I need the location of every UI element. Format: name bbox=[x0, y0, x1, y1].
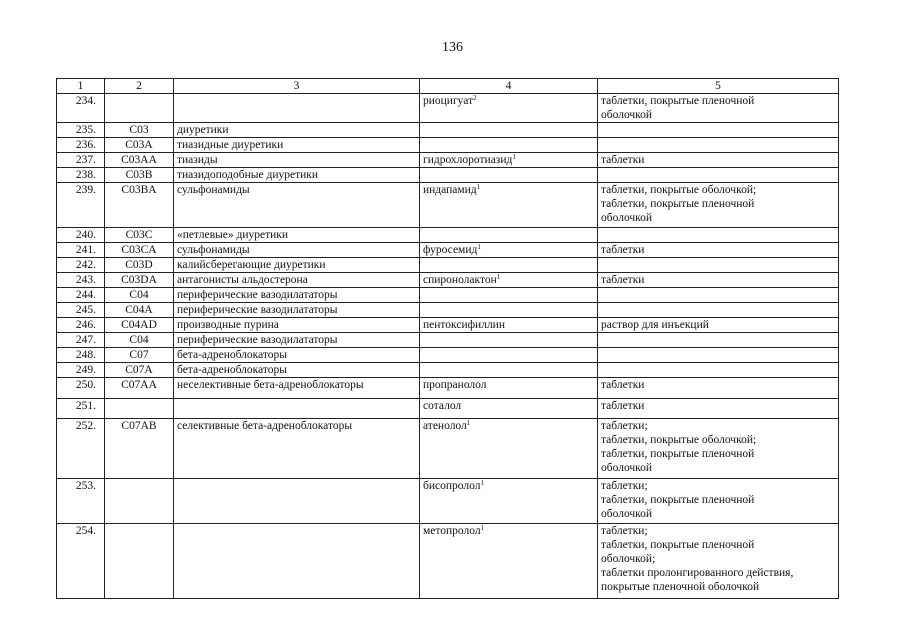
atc-code: C03CA bbox=[105, 243, 174, 258]
dosage-form-line: таблетки bbox=[601, 274, 645, 286]
drug-cell bbox=[420, 479, 598, 524]
drug-name: пентоксифиллин bbox=[423, 319, 505, 331]
drug-cell bbox=[420, 419, 598, 479]
group-name: периферические вазодилататоры bbox=[174, 288, 420, 303]
header-cell-3: 3 bbox=[174, 79, 420, 94]
table-row bbox=[57, 258, 839, 273]
row-number: 244. bbox=[57, 288, 105, 303]
row-number: 243. bbox=[57, 273, 105, 288]
atc-code bbox=[105, 524, 174, 599]
group-name bbox=[174, 524, 420, 599]
row-number: 248. bbox=[57, 348, 105, 363]
dosage-forms bbox=[598, 258, 839, 273]
table-row bbox=[57, 228, 839, 243]
footnote-mark: 1 bbox=[477, 243, 481, 251]
atc-code: C03AA bbox=[105, 153, 174, 168]
drug-cell bbox=[420, 333, 598, 348]
table-row bbox=[57, 479, 839, 524]
footnote-mark: 1 bbox=[466, 419, 471, 427]
drug-cell bbox=[420, 243, 598, 258]
table-header-row bbox=[57, 79, 839, 94]
row-number: 235. bbox=[57, 123, 105, 138]
group-name: бета-адреноблокаторы bbox=[174, 348, 420, 363]
dosage-form-line: таблетки, покрытые пленочной bbox=[601, 539, 755, 551]
drug-name: атенолол bbox=[423, 420, 467, 432]
header-cell-2: 2 bbox=[105, 79, 174, 94]
atc-code: C04 bbox=[105, 288, 174, 303]
row-number: 239. bbox=[57, 183, 105, 228]
atc-code bbox=[105, 479, 174, 524]
drug-cell bbox=[420, 348, 598, 363]
footnote-mark: 1 bbox=[480, 524, 485, 532]
atc-code: C03C bbox=[105, 228, 174, 243]
row-number: 236. bbox=[57, 138, 105, 153]
drug-cell bbox=[420, 318, 598, 333]
drug-name: пропранолол bbox=[423, 379, 487, 391]
group-name bbox=[174, 94, 420, 123]
dosage-form-line: таблетки, покрытые оболочкой; bbox=[601, 434, 757, 446]
table-row bbox=[57, 363, 839, 378]
atc-code: C03DA bbox=[105, 273, 174, 288]
table-row bbox=[57, 318, 839, 333]
table-row bbox=[57, 419, 839, 479]
dosage-forms bbox=[598, 524, 839, 599]
row-number: 237. bbox=[57, 153, 105, 168]
dosage-form-line: покрытые пленочной оболочкой bbox=[601, 581, 760, 593]
table-row bbox=[57, 288, 839, 303]
group-name: «петлевые» диуретики bbox=[174, 228, 420, 243]
group-name: неселективные бета-адреноблокаторы bbox=[174, 378, 420, 399]
drug-cell bbox=[420, 228, 598, 243]
atc-code bbox=[105, 94, 174, 123]
dosage-forms bbox=[598, 94, 839, 123]
group-name bbox=[174, 399, 420, 419]
table-row bbox=[57, 524, 839, 599]
drug-cell bbox=[420, 378, 598, 399]
atc-code: C07 bbox=[105, 348, 174, 363]
drug-cell bbox=[420, 183, 598, 228]
dosage-form-line: раствор для инъекций bbox=[601, 319, 709, 331]
drug-cell bbox=[420, 94, 598, 123]
row-number: 246. bbox=[57, 318, 105, 333]
footnote-mark: 2 bbox=[473, 94, 477, 102]
footnote-mark: 1 bbox=[496, 273, 501, 281]
footnote-mark: 1 bbox=[512, 153, 516, 161]
dosage-forms bbox=[598, 479, 839, 524]
dosage-forms bbox=[598, 123, 839, 138]
table-row bbox=[57, 378, 839, 399]
atc-code: C03D bbox=[105, 258, 174, 273]
group-name: диуретики bbox=[174, 123, 420, 138]
dosage-form-line: таблетки, покрытые пленочной bbox=[601, 198, 755, 210]
atc-code: C03BA bbox=[105, 183, 174, 228]
row-number: 253. bbox=[57, 479, 105, 524]
dosage-forms bbox=[598, 153, 839, 168]
dosage-forms bbox=[598, 303, 839, 318]
atc-code: C03A bbox=[105, 138, 174, 153]
atc-code: C03B bbox=[105, 168, 174, 183]
table-row bbox=[57, 399, 839, 419]
drug-cell bbox=[420, 363, 598, 378]
group-name: периферические вазодилататоры bbox=[174, 303, 420, 318]
footnote-mark: 1 bbox=[480, 479, 484, 487]
atc-code: C07AA bbox=[105, 378, 174, 399]
drug-name: фуросемид bbox=[423, 244, 478, 256]
header-cell-4: 4 bbox=[420, 79, 598, 94]
dosage-form-line: оболочкой bbox=[601, 109, 653, 121]
dosage-form-line: таблетки, покрытые пленочной bbox=[601, 494, 755, 506]
atc-code: C07A bbox=[105, 363, 174, 378]
dosage-forms bbox=[598, 318, 839, 333]
drug-cell bbox=[420, 399, 598, 419]
atc-code: C04 bbox=[105, 333, 174, 348]
dosage-forms bbox=[598, 399, 839, 419]
dosage-form-line: таблетки, покрытые пленочной bbox=[601, 448, 755, 460]
row-number: 251. bbox=[57, 399, 105, 419]
dosage-form-line: таблетки bbox=[601, 244, 645, 256]
row-number: 250. bbox=[57, 378, 105, 399]
group-name: периферические вазодилататоры bbox=[174, 333, 420, 348]
atc-code bbox=[105, 399, 174, 419]
drug-name: гидрохлоротиазид bbox=[423, 154, 513, 166]
dosage-form-line: оболочкой bbox=[601, 508, 653, 520]
dosage-form-line: таблетки, покрытые пленочной bbox=[601, 95, 755, 107]
group-name: тиазидоподобные диуретики bbox=[174, 168, 420, 183]
drug-cell bbox=[420, 273, 598, 288]
dosage-form-line: таблетки, покрытые оболочкой; bbox=[601, 184, 757, 196]
drug-name: индапамид bbox=[423, 184, 477, 196]
drug-cell bbox=[420, 168, 598, 183]
table-row bbox=[57, 168, 839, 183]
drug-table bbox=[56, 78, 839, 599]
row-number: 249. bbox=[57, 363, 105, 378]
row-number: 234. bbox=[57, 94, 105, 123]
drug-cell bbox=[420, 303, 598, 318]
drug-name: бисопролол bbox=[423, 480, 481, 492]
atc-code: C04A bbox=[105, 303, 174, 318]
footnote-mark: 1 bbox=[476, 183, 481, 191]
table-row bbox=[57, 243, 839, 258]
header-cell-5: 5 bbox=[598, 79, 839, 94]
row-number: 238. bbox=[57, 168, 105, 183]
dosage-form-line: таблетки; bbox=[601, 480, 648, 492]
page-number: 136 bbox=[442, 40, 463, 55]
group-name: калийсберегающие диуретики bbox=[174, 258, 420, 273]
dosage-forms bbox=[598, 273, 839, 288]
dosage-form-line: оболочкой; bbox=[601, 553, 656, 565]
dosage-form-line: таблетки; bbox=[601, 525, 648, 537]
dosage-form-line: таблетки; bbox=[601, 420, 648, 432]
drug-cell bbox=[420, 258, 598, 273]
group-name: бета-адреноблокаторы bbox=[174, 363, 420, 378]
header-cell-1: 1 bbox=[57, 79, 105, 94]
drug-cell bbox=[420, 153, 598, 168]
dosage-forms bbox=[598, 138, 839, 153]
table-row bbox=[57, 123, 839, 138]
group-name: сульфонамиды bbox=[174, 243, 420, 258]
table-row bbox=[57, 333, 839, 348]
dosage-forms bbox=[598, 228, 839, 243]
row-number: 240. bbox=[57, 228, 105, 243]
dosage-form-line: оболочкой bbox=[601, 462, 653, 474]
table-row bbox=[57, 348, 839, 363]
dosage-form-line: таблетки bbox=[601, 379, 645, 391]
group-name: селективные бета-адреноблокаторы bbox=[174, 419, 420, 479]
drug-table-body bbox=[57, 79, 839, 599]
table-row bbox=[57, 303, 839, 318]
table-row bbox=[57, 138, 839, 153]
atc-code: C03 bbox=[105, 123, 174, 138]
group-name: сульфонамиды bbox=[174, 183, 420, 228]
dosage-forms bbox=[598, 378, 839, 399]
dosage-forms bbox=[598, 183, 839, 228]
drug-cell bbox=[420, 138, 598, 153]
dosage-form-line: оболочкой bbox=[601, 212, 653, 224]
table-row bbox=[57, 273, 839, 288]
dosage-forms bbox=[598, 168, 839, 183]
row-number: 241. bbox=[57, 243, 105, 258]
dosage-form-line: таблетки bbox=[601, 154, 645, 166]
dosage-form-line: таблетки bbox=[601, 400, 645, 412]
dosage-forms bbox=[598, 363, 839, 378]
drug-name: риоцигуат bbox=[423, 95, 474, 107]
row-number: 254. bbox=[57, 524, 105, 599]
atc-code: C07AB bbox=[105, 419, 174, 479]
drug-cell bbox=[420, 123, 598, 138]
dosage-forms bbox=[598, 288, 839, 303]
dosage-forms bbox=[598, 419, 839, 479]
dosage-form-line: таблетки пролонгированного действия, bbox=[601, 567, 794, 579]
atc-code: C04AD bbox=[105, 318, 174, 333]
dosage-forms bbox=[598, 243, 839, 258]
group-name: тиазиды bbox=[174, 153, 420, 168]
group-name: тиазидные диуретики bbox=[174, 138, 420, 153]
table-row bbox=[57, 183, 839, 228]
group-name: антагонисты альдостерона bbox=[174, 273, 420, 288]
row-number: 252. bbox=[57, 419, 105, 479]
drug-name: спиронолактон bbox=[423, 274, 497, 286]
dosage-forms bbox=[598, 333, 839, 348]
drug-name: соталол bbox=[423, 400, 462, 412]
drug-name: метопролол bbox=[423, 525, 481, 537]
table-row bbox=[57, 94, 839, 123]
drug-cell bbox=[420, 524, 598, 599]
group-name bbox=[174, 479, 420, 524]
row-number: 245. bbox=[57, 303, 105, 318]
group-name: производные пурина bbox=[174, 318, 420, 333]
dosage-forms bbox=[598, 348, 839, 363]
table-row bbox=[57, 153, 839, 168]
row-number: 247. bbox=[57, 333, 105, 348]
row-number: 242. bbox=[57, 258, 105, 273]
drug-cell bbox=[420, 288, 598, 303]
